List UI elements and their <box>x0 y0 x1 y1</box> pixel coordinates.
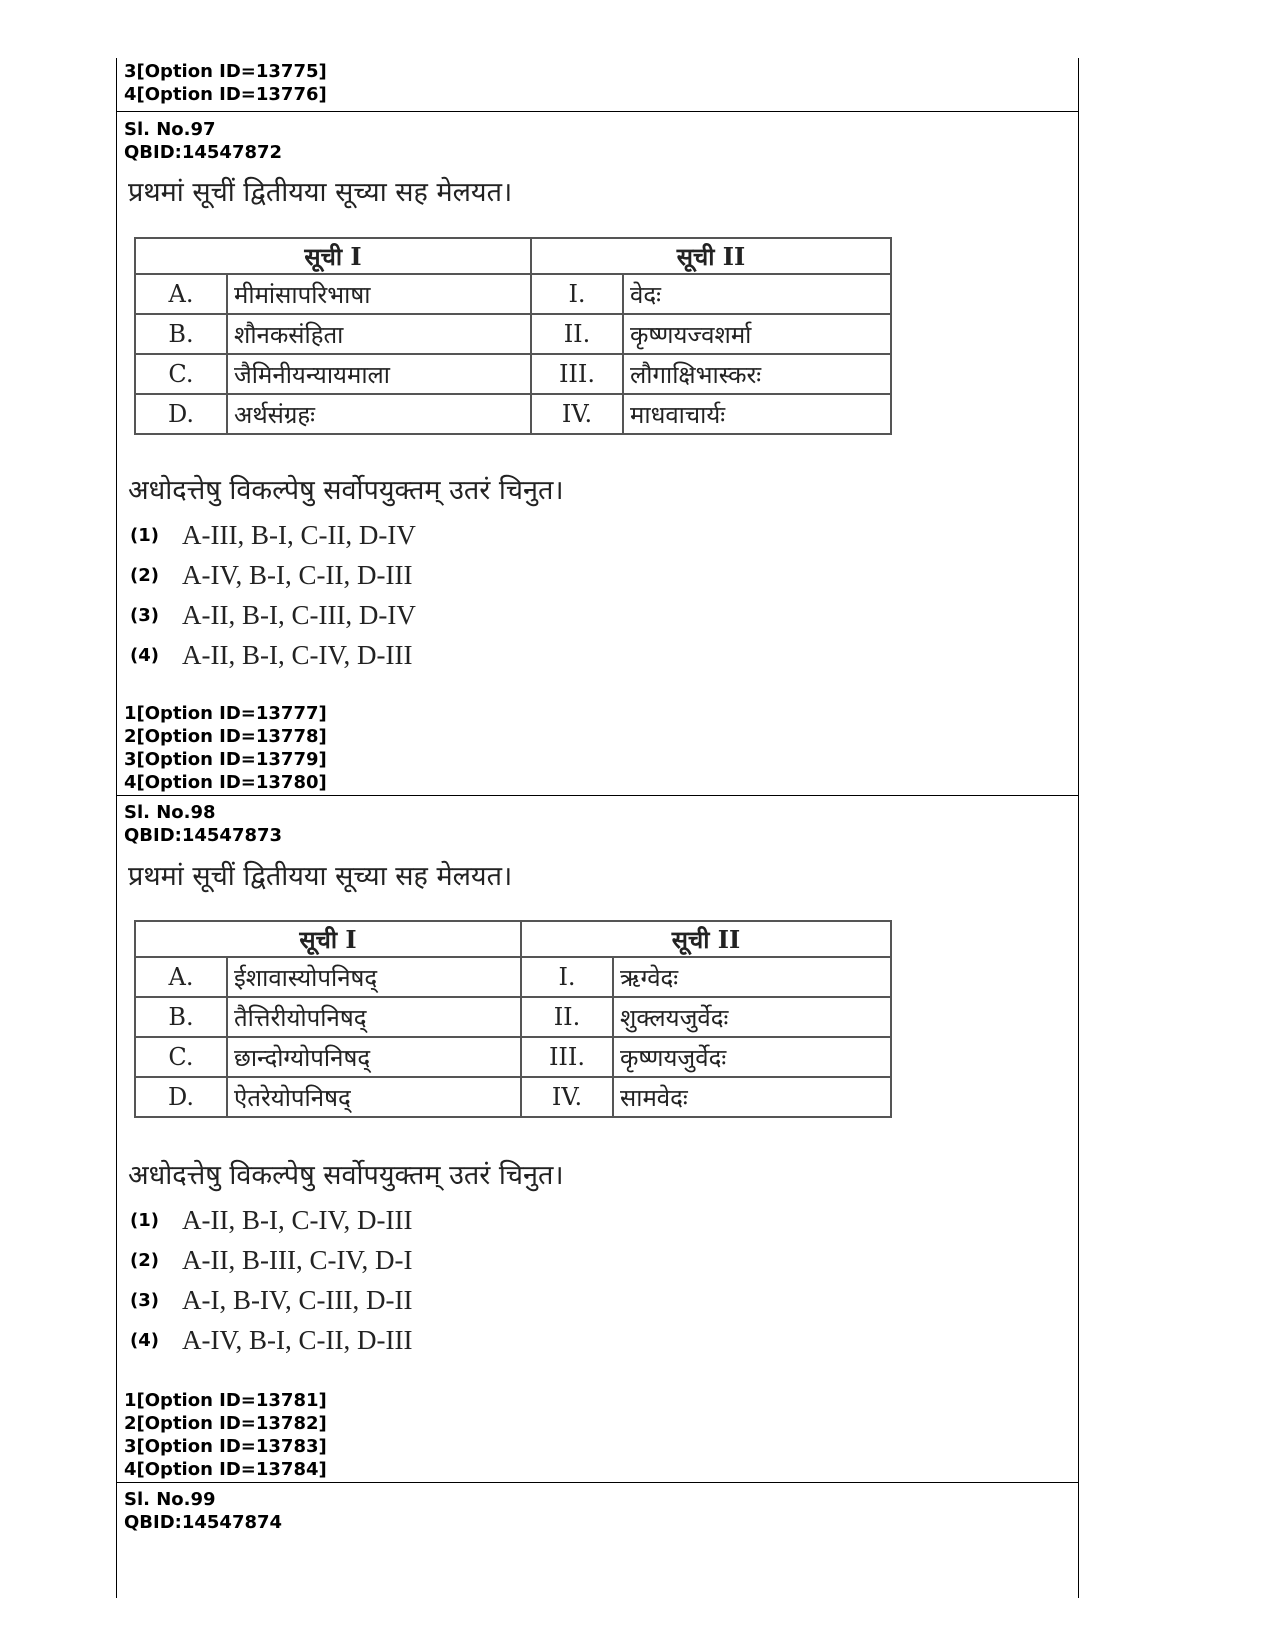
choice-number: (3) <box>130 1290 159 1311</box>
row-numeral: III. <box>531 354 623 394</box>
question-instruction: अधोदत्तेषु विकल्पेषु सर्वोपयुक्तम् उतरं चिनुत। <box>128 475 564 506</box>
option-id: 3[Option ID=13779] <box>124 749 327 770</box>
list2-item: कृष्णयज्वशर्मा <box>623 314 891 354</box>
list1-item: अर्थसंग्रहः <box>227 394 531 434</box>
match-table <box>134 237 892 435</box>
prev-option-ids <box>124 60 327 106</box>
answer-choice[interactable] <box>130 560 412 591</box>
list2-item: कृष्णयजुर्वेदः <box>613 1037 891 1077</box>
question-header <box>124 1488 282 1534</box>
list1-item: मीमांसापरिभाषा <box>227 274 531 314</box>
choice-text: A-II, B-III, C-IV, D-I <box>182 1245 413 1275</box>
table-row <box>135 314 891 354</box>
serial-number: Sl. No.99 <box>124 1489 216 1510</box>
row-letter: B. <box>135 314 227 354</box>
question-header <box>124 118 282 164</box>
answer-choice[interactable] <box>130 1245 412 1276</box>
match-table <box>134 920 892 1118</box>
list1-item: शौनकसंहिता <box>227 314 531 354</box>
choice-text: A-II, B-I, C-III, D-IV <box>182 600 416 630</box>
list2-header: सूची II <box>531 238 891 274</box>
choice-text: A-III, B-I, C-II, D-IV <box>182 520 416 550</box>
list2-item: माधवाचार्यः <box>623 394 891 434</box>
list1-item: तैत्तिरीयोपनिषद् <box>227 997 521 1037</box>
choice-text: A-IV, B-I, C-II, D-III <box>182 1325 413 1355</box>
list2-item: शुक्लयजुर्वेदः <box>613 997 891 1037</box>
list1-item: जैमिनीयन्यायमाला <box>227 354 531 394</box>
question-header <box>124 801 282 847</box>
choice-number: (2) <box>130 1250 159 1271</box>
option-id: 1[Option ID=13777] <box>124 703 327 724</box>
option-id: 1[Option ID=13781] <box>124 1390 327 1411</box>
question-prompt: प्रथमां सूचीं द्वितीयया सूच्या सह मेलयत। <box>128 177 513 208</box>
option-id: 4[Option ID=13776] <box>124 84 327 105</box>
row-numeral: IV. <box>521 1077 613 1117</box>
row-numeral: I. <box>531 274 623 314</box>
row-letter: A. <box>135 274 227 314</box>
option-ids <box>124 702 327 794</box>
row-letter: C. <box>135 354 227 394</box>
answer-choice[interactable] <box>130 1325 412 1356</box>
choice-number: (4) <box>130 645 159 666</box>
table-row <box>135 394 891 434</box>
choice-number: (4) <box>130 1330 159 1351</box>
option-id: 2[Option ID=13782] <box>124 1413 327 1434</box>
list2-item: ऋग्वेदः <box>613 957 891 997</box>
choice-text: A-II, B-I, C-IV, D-III <box>182 640 413 670</box>
choice-text: A-IV, B-I, C-II, D-III <box>182 560 413 590</box>
divider <box>116 111 1079 112</box>
list1-header: सूची I <box>135 921 521 957</box>
table-row <box>135 274 891 314</box>
question-prompt: प्रथमां सूचीं द्वितीयया सूच्या सह मेलयत। <box>128 861 513 892</box>
choice-number: (1) <box>130 1210 159 1231</box>
answer-choice[interactable] <box>130 1205 412 1236</box>
option-id: 2[Option ID=13778] <box>124 726 327 747</box>
choice-number: (2) <box>130 565 159 586</box>
question-instruction: अधोदत्तेषु विकल्पेषु सर्वोपयुक्तम् उतरं चिनुत। <box>128 1160 564 1191</box>
list1-header: सूची I <box>135 238 531 274</box>
row-numeral: II. <box>521 997 613 1037</box>
divider <box>116 1482 1079 1483</box>
option-id: 3[Option ID=13775] <box>124 61 327 82</box>
qbid: QBID:14547874 <box>124 1512 283 1533</box>
option-id: 4[Option ID=13780] <box>124 772 327 793</box>
choice-number: (1) <box>130 525 159 546</box>
choice-number: (3) <box>130 605 159 626</box>
table-row <box>135 957 891 997</box>
table-row <box>135 354 891 394</box>
table-row <box>135 1037 891 1077</box>
answer-choice[interactable] <box>130 600 416 631</box>
row-letter: B. <box>135 997 227 1037</box>
choice-text: A-I, B-IV, C-III, D-II <box>182 1285 413 1315</box>
list2-item: सामवेदः <box>613 1077 891 1117</box>
row-letter: D. <box>135 394 227 434</box>
list2-header: सूची II <box>521 921 891 957</box>
row-letter: A. <box>135 957 227 997</box>
option-id: 3[Option ID=13783] <box>124 1436 327 1457</box>
option-id: 4[Option ID=13784] <box>124 1459 327 1480</box>
option-ids <box>124 1389 327 1481</box>
qbid: QBID:14547873 <box>124 825 283 846</box>
table-row <box>135 1077 891 1117</box>
answer-choice[interactable] <box>130 1285 412 1316</box>
qbid: QBID:14547872 <box>124 142 283 163</box>
list1-item: ऐतरेयोपनिषद् <box>227 1077 521 1117</box>
row-numeral: III. <box>521 1037 613 1077</box>
list2-item: लौगाक्षिभास्करः <box>623 354 891 394</box>
row-numeral: II. <box>531 314 623 354</box>
list1-item: ईशावास्योपनिषद् <box>227 957 521 997</box>
table-row <box>135 997 891 1037</box>
list1-item: छान्दोग्योपनिषद् <box>227 1037 521 1077</box>
divider <box>116 795 1079 796</box>
serial-number: Sl. No.98 <box>124 802 216 823</box>
row-letter: D. <box>135 1077 227 1117</box>
row-letter: C. <box>135 1037 227 1077</box>
answer-choice[interactable] <box>130 520 416 551</box>
answer-choice[interactable] <box>130 640 412 671</box>
row-numeral: I. <box>521 957 613 997</box>
serial-number: Sl. No.97 <box>124 119 216 140</box>
choice-text: A-II, B-I, C-IV, D-III <box>182 1205 413 1235</box>
row-numeral: IV. <box>531 394 623 434</box>
list2-item: वेदः <box>623 274 891 314</box>
